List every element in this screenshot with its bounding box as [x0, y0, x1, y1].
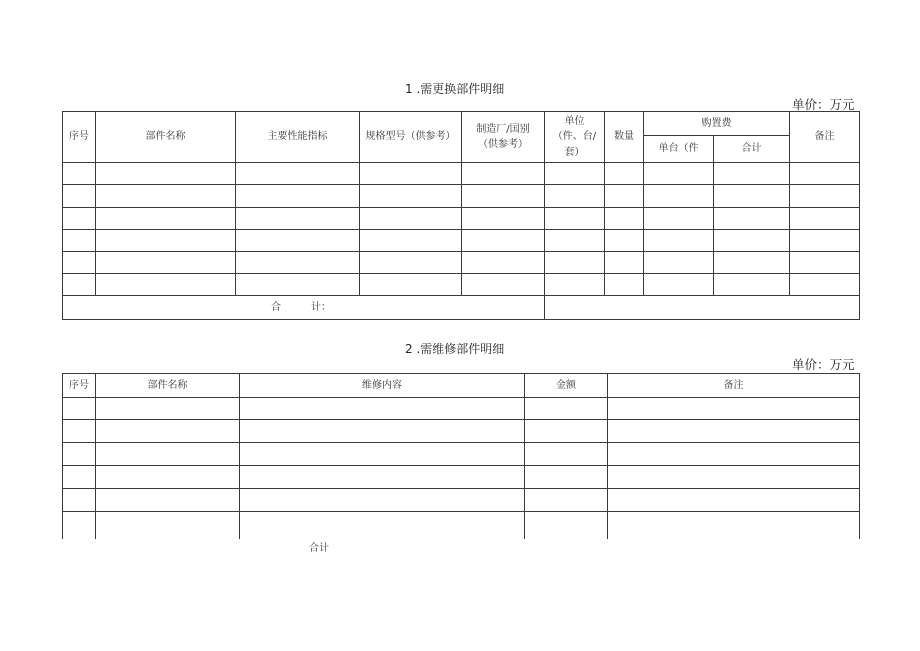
- section1-unit-label: 单价：万元: [792, 97, 855, 112]
- table-cell[interactable]: [462, 185, 545, 208]
- header-purchase: 购置费: [644, 112, 790, 136]
- table-cell[interactable]: [525, 512, 608, 539]
- table-cell[interactable]: [608, 420, 860, 443]
- table-cell[interactable]: [240, 512, 525, 539]
- table-cell[interactable]: [605, 230, 644, 252]
- table-row: [63, 489, 860, 512]
- table-cell[interactable]: [240, 443, 525, 466]
- table-cell[interactable]: [608, 398, 860, 420]
- header-seq: 序号: [63, 374, 96, 398]
- header-subtotal: 合计: [714, 136, 790, 163]
- table-cell[interactable]: [714, 230, 790, 252]
- table-cell[interactable]: [525, 489, 608, 512]
- section1-title: 1 .需更换部件明细: [405, 82, 505, 96]
- table-cell[interactable]: [63, 420, 96, 443]
- table-cell[interactable]: [644, 163, 714, 185]
- table-cell[interactable]: [608, 443, 860, 466]
- header-part-name: 部件名称: [96, 112, 236, 163]
- header-part-name: 部件名称: [96, 374, 240, 398]
- table-cell[interactable]: [63, 398, 96, 420]
- table-cell[interactable]: [96, 208, 236, 230]
- table-cell[interactable]: [608, 512, 860, 539]
- table-cell[interactable]: [96, 466, 240, 489]
- table-cell[interactable]: [236, 208, 360, 230]
- table-cell[interactable]: [63, 230, 96, 252]
- table-cell[interactable]: [63, 443, 96, 466]
- table-cell[interactable]: [790, 185, 860, 208]
- table-cell[interactable]: [63, 466, 96, 489]
- table-cell[interactable]: [525, 420, 608, 443]
- table-row: [63, 512, 860, 539]
- header-unit: 单位 （件、台/ 套）: [545, 112, 605, 163]
- table-cell[interactable]: [96, 420, 240, 443]
- table-cell[interactable]: [714, 208, 790, 230]
- table-cell[interactable]: [96, 489, 240, 512]
- table-cell[interactable]: [236, 274, 360, 296]
- table-cell[interactable]: [96, 252, 236, 274]
- table-cell[interactable]: [240, 398, 525, 420]
- header-amount: 金额: [525, 374, 608, 398]
- table-cell[interactable]: [360, 208, 462, 230]
- table-cell[interactable]: [462, 208, 545, 230]
- table-cell[interactable]: [63, 512, 96, 539]
- table-cell[interactable]: [605, 274, 644, 296]
- table-cell[interactable]: [545, 208, 605, 230]
- table-cell[interactable]: [714, 274, 790, 296]
- table-cell[interactable]: [240, 466, 525, 489]
- header-seq: 序号: [63, 112, 96, 163]
- table-row: [63, 163, 860, 185]
- table-row: [63, 443, 860, 466]
- table-row: [63, 398, 860, 420]
- table-cell[interactable]: [63, 252, 96, 274]
- table-cell[interactable]: [96, 274, 236, 296]
- table-cell[interactable]: [644, 252, 714, 274]
- table-cell[interactable]: [462, 230, 545, 252]
- table-cell[interactable]: [644, 230, 714, 252]
- table-cell[interactable]: [240, 489, 525, 512]
- header-model: 规格型号（供参考）: [360, 112, 462, 163]
- table-cell[interactable]: [236, 185, 360, 208]
- table-cell[interactable]: [63, 274, 96, 296]
- table-row: [63, 208, 860, 230]
- total-value-cell[interactable]: [545, 296, 860, 320]
- table-row: [63, 185, 860, 208]
- table-cell[interactable]: [96, 163, 236, 185]
- table-cell[interactable]: [790, 252, 860, 274]
- table-cell[interactable]: [360, 274, 462, 296]
- table-row: [63, 252, 860, 274]
- header-main-spec: 主要性能指标: [236, 112, 360, 163]
- table-cell[interactable]: [360, 185, 462, 208]
- table-cell[interactable]: [360, 163, 462, 185]
- table-cell[interactable]: [360, 252, 462, 274]
- table-cell[interactable]: [236, 163, 360, 185]
- table-cell[interactable]: [644, 274, 714, 296]
- table-cell[interactable]: [790, 230, 860, 252]
- table-cell[interactable]: [605, 163, 644, 185]
- header-qty: 数量: [605, 112, 644, 163]
- section2-title: 2 .需维修部件明细: [405, 342, 505, 356]
- table-row: [63, 466, 860, 489]
- table-cell[interactable]: [96, 185, 236, 208]
- table-cell[interactable]: [63, 489, 96, 512]
- table-row: [63, 420, 860, 443]
- header-maker: 制造厂/国别 （供参考）: [462, 112, 545, 163]
- table-cell[interactable]: [96, 443, 240, 466]
- table-cell[interactable]: [644, 185, 714, 208]
- table-cell[interactable]: [525, 443, 608, 466]
- table-cell[interactable]: [63, 163, 96, 185]
- table-row: [63, 274, 860, 296]
- header-unit-price: 单台（件: [644, 136, 714, 163]
- section2-total-label: 合计: [309, 543, 329, 554]
- table-cell[interactable]: [714, 163, 790, 185]
- table-cell[interactable]: [63, 185, 96, 208]
- table-cell[interactable]: [545, 252, 605, 274]
- table-cell[interactable]: [525, 466, 608, 489]
- table-cell[interactable]: [63, 208, 96, 230]
- table-cell[interactable]: [545, 230, 605, 252]
- table-cell[interactable]: [714, 185, 790, 208]
- replace-parts-table: [62, 111, 860, 320]
- total-label-he: 合: [271, 301, 281, 313]
- table-cell[interactable]: [790, 163, 860, 185]
- table-cell[interactable]: [236, 230, 360, 252]
- total-label-cell: [63, 296, 545, 320]
- table-cell[interactable]: [605, 208, 644, 230]
- table-cell[interactable]: [644, 208, 714, 230]
- section2-unit-label: 单价：万元: [792, 357, 855, 372]
- table-cell[interactable]: [608, 466, 860, 489]
- total-label-ji: 计：: [311, 301, 331, 313]
- table-cell[interactable]: [714, 252, 790, 274]
- table-cell[interactable]: [96, 398, 240, 420]
- table-cell[interactable]: [525, 398, 608, 420]
- table-cell[interactable]: [605, 185, 644, 208]
- table-cell[interactable]: [360, 230, 462, 252]
- table-row: [63, 230, 860, 252]
- table-cell[interactable]: [96, 512, 240, 539]
- table-cell[interactable]: [462, 274, 545, 296]
- header-repair-content: 维修内容: [240, 374, 525, 398]
- table-cell[interactable]: [462, 252, 545, 274]
- header-remark: 备注: [790, 112, 860, 163]
- table-cell[interactable]: [545, 185, 605, 208]
- repair-parts-table: [62, 373, 860, 539]
- table-cell[interactable]: [462, 163, 545, 185]
- table-cell[interactable]: [545, 274, 605, 296]
- header-remark: 备注: [608, 374, 860, 398]
- table-cell[interactable]: [605, 252, 644, 274]
- table-cell[interactable]: [790, 208, 860, 230]
- total-row: [63, 296, 860, 320]
- table-cell[interactable]: [790, 274, 860, 296]
- table-cell[interactable]: [96, 230, 236, 252]
- table-cell[interactable]: [545, 163, 605, 185]
- table-cell[interactable]: [240, 420, 525, 443]
- table-cell[interactable]: [608, 489, 860, 512]
- table-cell[interactable]: [236, 252, 360, 274]
